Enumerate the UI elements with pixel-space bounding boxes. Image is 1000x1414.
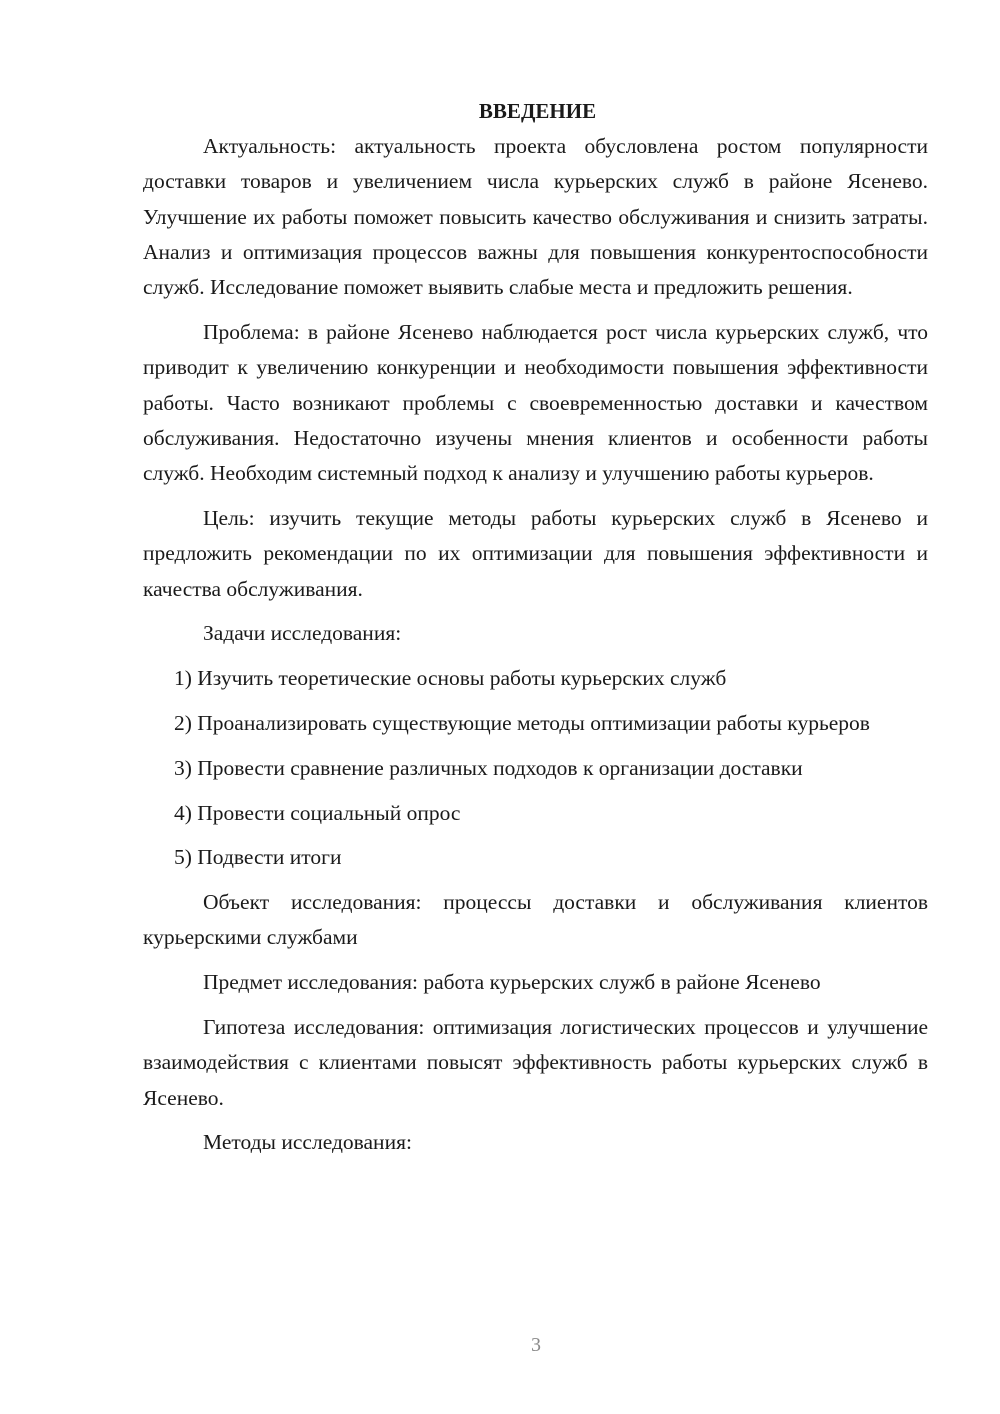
document-page [143, 96, 928, 1170]
task-item-5: 5) Подвести итоги [174, 845, 342, 870]
problem-paragraph: Проблема: в районе Ясенево наблюдается рост числа курьерских служб, что приводит к увеличению конкуренции и необходимости повышения эффективности работы. Часто возникают проблемы с своевременностью доставки и качеством обслуживания. Недостаточно изучены мнения клиентов и особенности работы служб. Необходим системный подход к анализу и улучшению работы курьеров. [143, 319, 928, 486]
relevance-paragraph: Актуальность: актуальность проекта обусловлена ростом популярности доставки товаров и увеличением числа курьерских служб в районе Ясенево. Улучшение их работы поможет повысить качество обслуживания и снизить затраты. Анализ и оптимизация процессов важны для повышения конкурентоспособности служб. Исследование поможет выявить слабые места и предложить решения. [143, 134, 928, 300]
tasks-title: Задачи исследования: [203, 621, 402, 646]
goal-paragraph: Цель: изучить текущие методы работы курьерских служб в Ясенево и предложить рекомендации по их оптимизации для повышения эффективности и качества обслуживания. [143, 505, 928, 601]
section-heading: ВВЕДЕНИЕ [478, 99, 597, 123]
task-item-3: 3) Провести сравнение различных подходов к организации доставки [174, 755, 803, 780]
task-item-4: 4) Провести социальный опрос [174, 800, 461, 825]
subject-paragraph: Предмет исследования: работа курьерских служб в районе Ясенево [203, 970, 821, 995]
task-item-1: 1) Изучить теоретические основы работы курьерских служб [174, 666, 727, 691]
object-paragraph: Объект исследования: процессы доставки и обслуживания клиентов курьерскими службами [143, 890, 928, 950]
task-item-2: 2) Проанализировать существующие методы оптимизации работы курьеров [174, 710, 870, 735]
hypothesis-paragraph: Гипотеза исследования: оптимизация логистических процессов и улучшение взаимодействия с клиентами повысят эффективность работы курьерских служб в Ясенево. [143, 1015, 928, 1110]
page-number: 3 [531, 1334, 541, 1356]
methods-title: Методы исследования: [203, 1130, 412, 1155]
